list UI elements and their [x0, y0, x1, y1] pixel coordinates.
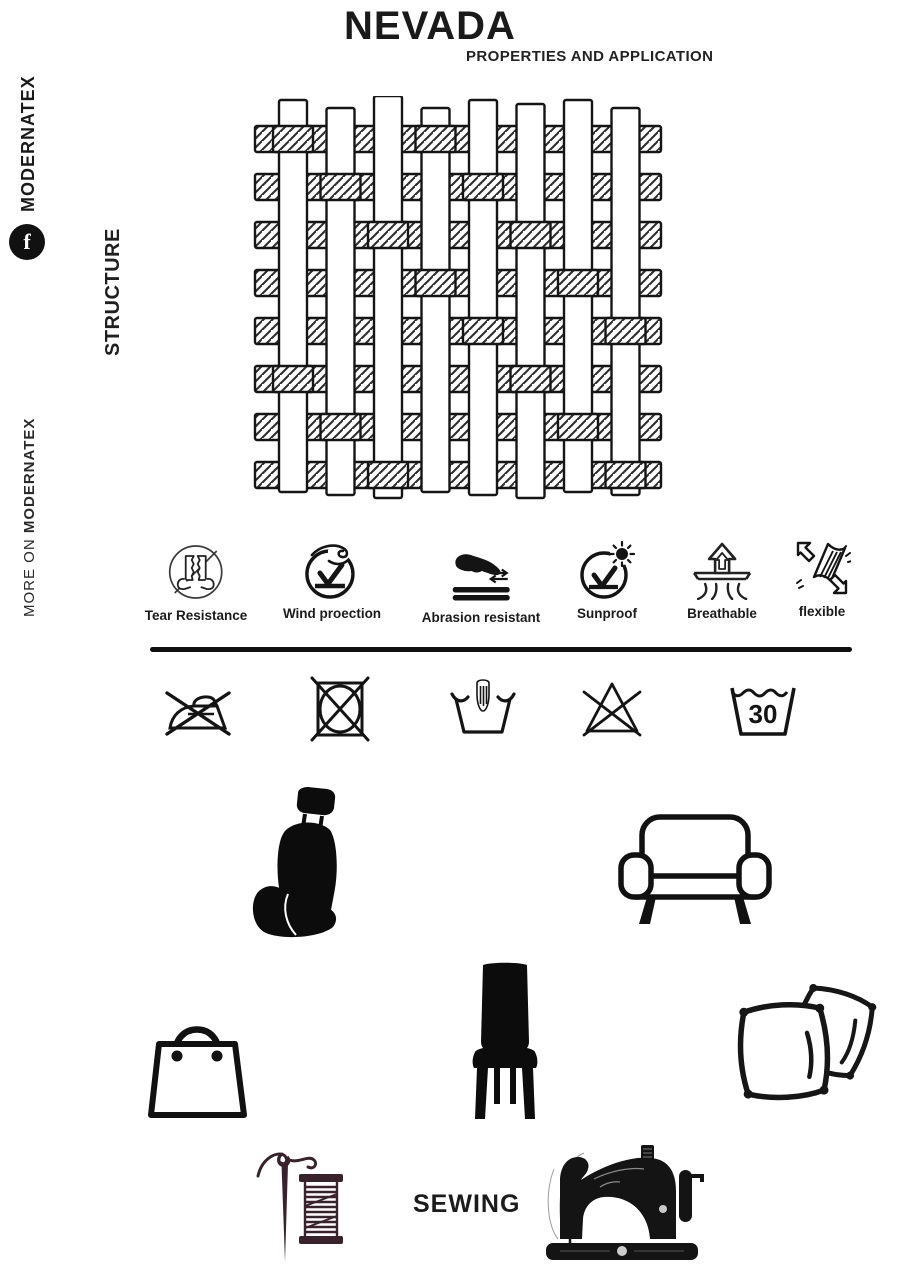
property-abrasion-resistant — [422, 542, 541, 625]
pillows-icon — [732, 982, 877, 1107]
sofa-icon — [615, 812, 775, 927]
flexible-icon — [793, 536, 851, 600]
page-subtitle: PROPERTIES AND APPLICATION — [466, 48, 714, 65]
page-title: NEVADA — [344, 4, 516, 48]
hand-wash-icon — [443, 674, 523, 740]
wash-30-icon — [722, 676, 804, 742]
tear-resistance-icon — [166, 540, 226, 604]
sewing-label: SEWING — [413, 1190, 521, 1218]
fabric-weave-diagram — [253, 96, 665, 502]
property-wind-protection — [283, 538, 381, 621]
property-label: Abrasion resistant — [421, 610, 541, 625]
abrasion-resistant-icon — [448, 542, 514, 606]
property-label: Tear Resistance — [144, 608, 248, 623]
property-breathable — [687, 538, 757, 621]
bag-icon — [140, 998, 255, 1123]
car-seat-icon — [242, 786, 367, 956]
property-tear-resistance — [145, 540, 248, 623]
facebook-icon — [9, 224, 45, 260]
property-sunproof — [577, 538, 637, 621]
sunproof-icon — [577, 538, 637, 602]
wind-protection-icon — [302, 538, 362, 602]
property-flexible — [793, 536, 851, 619]
sewing-machine-icon — [540, 1135, 710, 1270]
facebook-glyph: f — [23, 229, 31, 254]
needle-and-thread-icon — [252, 1148, 347, 1268]
more-on-brand: MODERNATEX — [21, 417, 38, 534]
more-on-vertical-label — [21, 392, 38, 617]
property-label: Breathable — [687, 606, 757, 621]
do-not-bleach-icon — [572, 676, 652, 740]
sun-glyph — [610, 542, 634, 566]
chair-icon — [458, 962, 553, 1122]
wash-temperature: 30 — [748, 699, 778, 729]
do-not-iron-icon — [158, 678, 238, 742]
do-not-tumble-dry-icon — [300, 676, 380, 742]
property-label: Sunproof — [577, 606, 637, 621]
more-on-text: MORE ON — [21, 533, 38, 617]
breathable-icon — [690, 538, 754, 602]
section-divider — [150, 647, 852, 652]
structure-vertical-label: STRUCTURE — [102, 228, 124, 356]
property-label: Wind proection — [282, 606, 382, 621]
property-label: flexible — [798, 604, 846, 619]
brand-vertical-label: MODERNATEX — [18, 75, 38, 212]
